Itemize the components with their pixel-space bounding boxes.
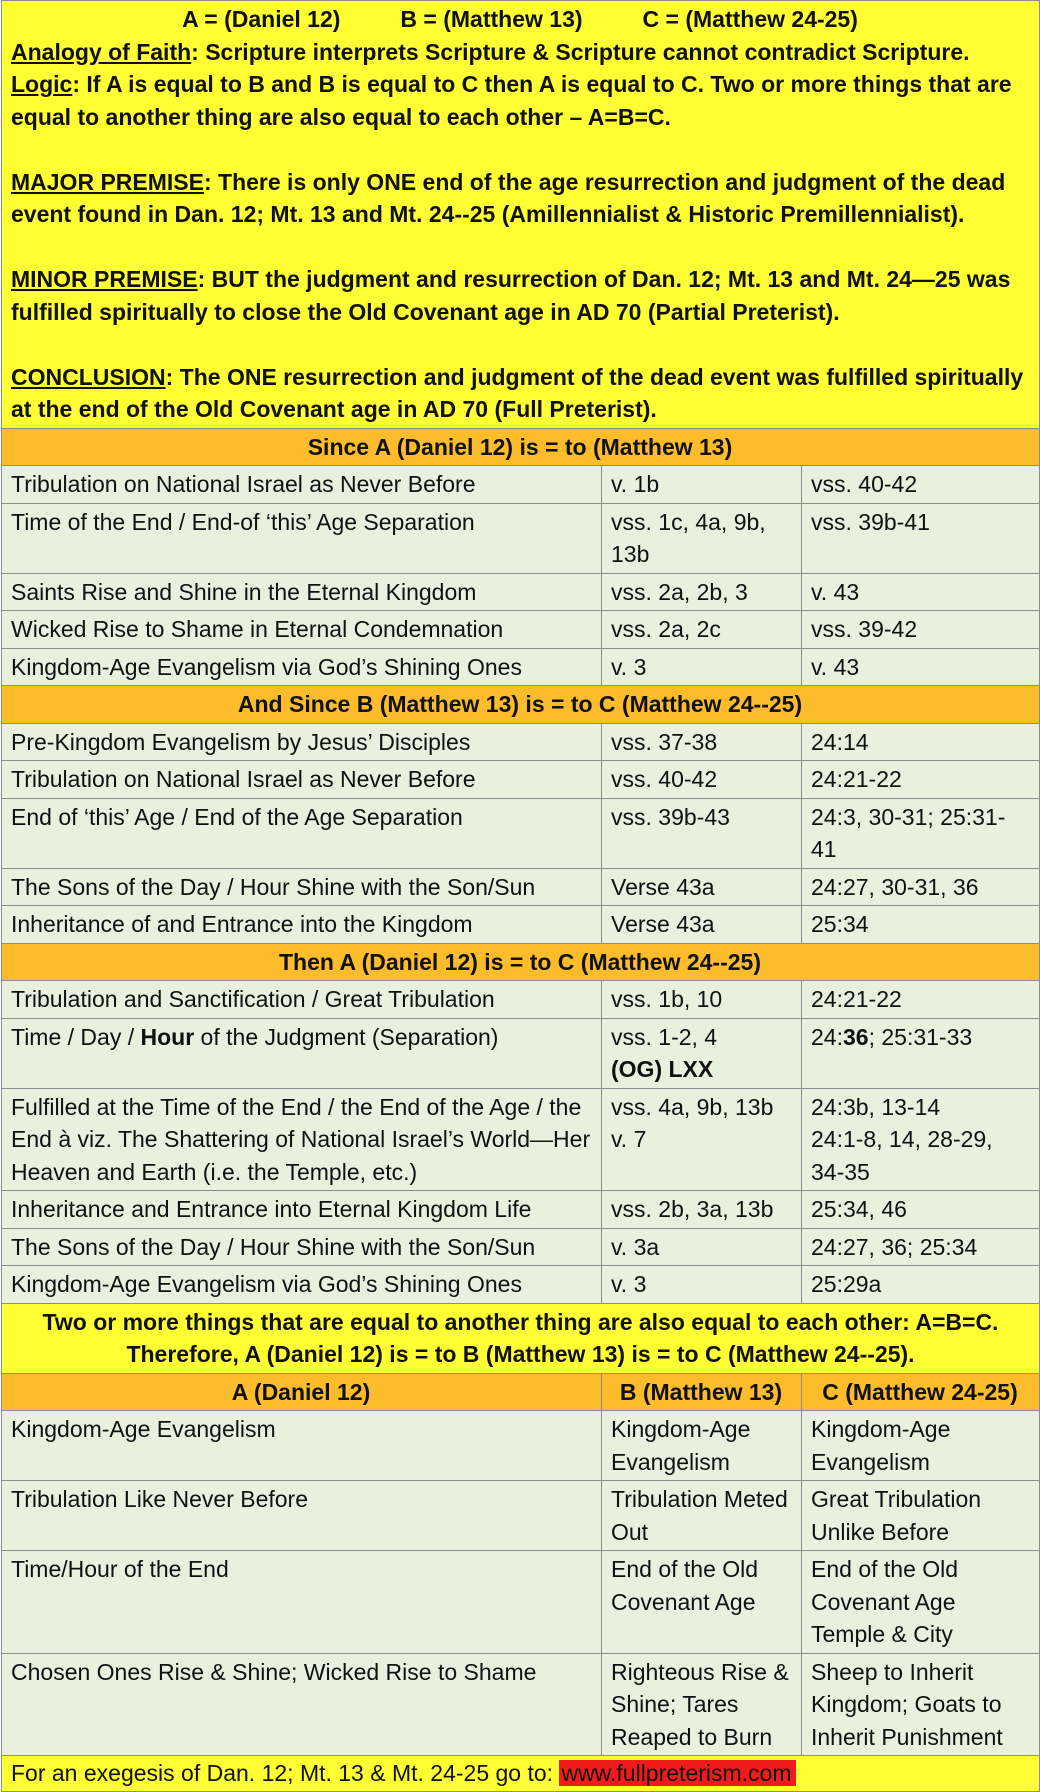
table-row <box>2 1266 1040 1304</box>
topic-post: of the Judgment (Separation) <box>194 1023 499 1050</box>
topic-cell: Tribulation and Sanctification / Great Tribulation <box>2 981 602 1019</box>
ref-b-cell: vss. 39b-43 <box>602 798 802 868</box>
ref-b-line1: vss. 1-2, 4 <box>611 1023 718 1050</box>
summary-row <box>2 1411 1040 1481</box>
conclusion-text: : The ONE resurrection and judgment of the dead event was fulfilled spiritually at the end of the Old Covenant age in AD 70 (Full Preterist). <box>11 363 1024 422</box>
ref-c-line2: 24:1-8, 14, 28-29, 34-35 <box>811 1126 993 1185</box>
ref-b-cell: Verse 43a <box>602 868 802 906</box>
ref-c-cell: 24:27, 30-31, 36 <box>802 868 1040 906</box>
topic-cell: Inheritance of and Entrance into the Kingdom <box>2 906 602 944</box>
ref-c-cell: vss. 39b-41 <box>802 503 1040 573</box>
table-row <box>2 1088 1040 1191</box>
ref-c-cell: vss. 40-42 <box>802 466 1040 504</box>
table-row <box>2 466 1040 504</box>
table-row <box>2 1018 1040 1088</box>
logic-statement <box>11 68 1029 133</box>
footer-text: For an exegesis of Dan. 12; Mt. 13 & Mt. 24-25 go to: <box>11 1760 560 1786</box>
summary-b-cell: End of the Old Covenant Age <box>602 1551 802 1654</box>
topic-cell: Kingdom-Age Evangelism via God’s Shining Ones <box>2 648 602 686</box>
section2-title: And Since B (Matthew 13) is = to C (Matthew 24--25) <box>2 686 1040 724</box>
table-row <box>2 1191 1040 1229</box>
header-row <box>2 1 1040 429</box>
summary-b-cell: Kingdom-Age Evangelism <box>602 1411 802 1481</box>
ref-b-line1: vss. 4a, 9b, 13b <box>611 1093 774 1120</box>
website-link[interactable]: www.fullpreterism.com <box>559 1760 795 1786</box>
ref-b-cell: vss. 2b, 3a, 13b <box>602 1191 802 1229</box>
ref-b-cell: vss. 1b, 10 <box>602 981 802 1019</box>
ref-c-cell: 25:34 <box>802 906 1040 944</box>
therefore-block <box>2 1303 1040 1373</box>
summary-b-cell: Tribulation Meted Out <box>602 1481 802 1551</box>
topic-cell <box>2 1018 602 1088</box>
topic-cell: Inheritance and Entrance into Eternal Kingdom Life <box>2 1191 602 1229</box>
abc-definitions <box>11 3 1029 36</box>
therefore-row <box>2 1303 1040 1373</box>
topic-cell: Time of the End / End-of ‘this’ Age Separation <box>2 503 602 573</box>
table-row <box>2 906 1040 944</box>
ref-b-cell <box>602 1018 802 1088</box>
ref-b-cell: Verse 43a <box>602 906 802 944</box>
summary-b-cell: Righteous Rise & Shine; Tares Reaped to Burn <box>602 1653 802 1756</box>
ref-b-cell: vss. 40-42 <box>602 761 802 799</box>
ref-b-cell: vss. 2a, 2c <box>602 611 802 649</box>
major-label: MAJOR PREMISE <box>11 168 204 195</box>
ref-c-cell: 24:27, 36; 25:34 <box>802 1228 1040 1266</box>
footer-cell <box>2 1756 1040 1792</box>
therefore-line2: Therefore, A (Daniel 12) is = to B (Matthew 13) is = to C (Matthew 24--25). <box>126 1341 915 1367</box>
summary-row <box>2 1653 1040 1756</box>
minor-text: : BUT the judgment and resurrection of Dan. 12; Mt. 13 and Mt. 24—25 was fulfilled spiritually to close the Old Covenant age in AD 70 (Partial Preterist). <box>11 266 1011 325</box>
ref-c-post: ; 25:31-33 <box>868 1023 973 1050</box>
topic-cell: Tribulation on National Israel as Never Before <box>2 466 602 504</box>
topic-bold: Hour <box>140 1023 195 1050</box>
topic-cell: The Sons of the Day / Hour Shine with the Son/Sun <box>2 868 602 906</box>
def-c: C = (Matthew 24-25) <box>642 6 858 32</box>
ref-b-cell: v. 3 <box>602 1266 802 1304</box>
conclusion-label: CONCLUSION <box>11 363 166 390</box>
def-b: B = (Matthew 13) <box>400 6 583 32</box>
topic-cell: End of ‘this’ Age / End of the Age Separation <box>2 798 602 868</box>
table-row <box>2 648 1040 686</box>
section-header-row <box>2 686 1040 724</box>
summary-a-cell: Kingdom-Age Evangelism <box>2 1411 602 1481</box>
topic-cell: Kingdom-Age Evangelism via God’s Shining Ones <box>2 1266 602 1304</box>
logic-text: : If A is equal to B and B is equal to C then A is equal to C. Two or more things that are equal to another thing are also equal to each other – A=B=C. <box>11 71 1012 130</box>
table-row <box>2 573 1040 611</box>
def-a: A = (Daniel 12) <box>182 6 341 32</box>
header-block <box>2 1 1040 429</box>
logic-label: Logic <box>11 71 73 97</box>
topic-cell: Wicked Rise to Shame in Eternal Condemnation <box>2 611 602 649</box>
topic-cell: Fulfilled at the Time of the End / the End of the Age / the End à viz. The Shattering of National Israel’s World—Her Heaven and Earth (i.e. the Temple, etc.) <box>2 1088 602 1191</box>
topic-pre: Time / Day / <box>11 1023 141 1050</box>
table-row <box>2 723 1040 761</box>
summary-c-cell: Kingdom-Age Evangelism <box>802 1411 1040 1481</box>
table-row <box>2 761 1040 799</box>
analogy-of-faith <box>11 36 1029 69</box>
conclusion <box>11 361 1029 426</box>
ref-b-cell: vss. 2a, 2b, 3 <box>602 573 802 611</box>
topic-cell: Tribulation on National Israel as Never Before <box>2 761 602 799</box>
summary-row <box>2 1481 1040 1551</box>
section3-title: Then A (Daniel 12) is = to C (Matthew 24--25) <box>2 943 1040 981</box>
table-row <box>2 981 1040 1019</box>
ref-b-line2: (OG) LXX <box>611 1056 714 1082</box>
column-header-row <box>2 1373 1040 1411</box>
table-row <box>2 1228 1040 1266</box>
ref-c-cell <box>802 1088 1040 1191</box>
summary-c-cell: Great Tribulation Unlike Before <box>802 1481 1040 1551</box>
table-row <box>2 868 1040 906</box>
column-header-b: B (Matthew 13) <box>602 1373 802 1411</box>
section1-title: Since A (Daniel 12) is = to (Matthew 13) <box>2 428 1040 466</box>
ref-b-line2: v. 7 <box>611 1126 647 1152</box>
footer-row <box>2 1756 1040 1792</box>
column-header-a: A (Daniel 12) <box>2 1373 602 1411</box>
ref-c-cell: v. 43 <box>802 648 1040 686</box>
topic-cell: Pre-Kingdom Evangelism by Jesus’ Disciples <box>2 723 602 761</box>
summary-row <box>2 1551 1040 1654</box>
ref-c-cell: vss. 39-42 <box>802 611 1040 649</box>
ref-c-cell: 24:14 <box>802 723 1040 761</box>
section-header-row <box>2 428 1040 466</box>
summary-c-cell: End of the Old Covenant Age Temple & City <box>802 1551 1040 1654</box>
topic-cell: The Sons of the Day / Hour Shine with the Son/Sun <box>2 1228 602 1266</box>
comparison-table <box>1 0 1040 1792</box>
ref-c-pre: 24: <box>811 1023 843 1050</box>
ref-c-cell: 25:34, 46 <box>802 1191 1040 1229</box>
minor-label: MINOR PREMISE <box>11 266 198 292</box>
topic-cell: Saints Rise and Shine in the Eternal Kingdom <box>2 573 602 611</box>
analogy-label: Analogy of Faith <box>11 38 192 65</box>
therefore-line1: Two or more things that are equal to another thing are also equal to each other: A=B=C. <box>42 1308 999 1335</box>
ref-c-cell <box>802 1018 1040 1088</box>
ref-b-cell: v. 3a <box>602 1228 802 1266</box>
summary-a-cell: Time/Hour of the End <box>2 1551 602 1654</box>
ref-b-cell: vss. 37-38 <box>602 723 802 761</box>
table-row <box>2 798 1040 868</box>
ref-c-cell: 24:3, 30-31; 25:31-41 <box>802 798 1040 868</box>
ref-c-bold: 36 <box>842 1023 869 1050</box>
section-header-row <box>2 943 1040 981</box>
ref-c-cell: 24:21-22 <box>802 761 1040 799</box>
ref-b-cell: vss. 1c, 4a, 9b, 13b <box>602 503 802 573</box>
summary-c-cell: Sheep to Inherit Kingdom; Goats to Inherit Punishment <box>802 1653 1040 1756</box>
ref-c-line1: 24:3b, 13-14 <box>811 1093 941 1120</box>
ref-b-cell <box>602 1088 802 1191</box>
minor-premise <box>11 263 1029 328</box>
ref-c-cell: v. 43 <box>802 573 1040 611</box>
table-row <box>2 611 1040 649</box>
analogy-text: : Scripture interprets Scripture & Scripture cannot contradict Scripture. <box>191 38 970 65</box>
ref-c-cell: 25:29a <box>802 1266 1040 1304</box>
summary-a-cell: Tribulation Like Never Before <box>2 1481 602 1551</box>
major-premise <box>11 166 1029 231</box>
column-header-c: C (Matthew 24-25) <box>802 1373 1040 1411</box>
summary-a-cell: Chosen Ones Rise & Shine; Wicked Rise to Shame <box>2 1653 602 1756</box>
ref-c-cell: 24:21-22 <box>802 981 1040 1019</box>
ref-b-cell: v. 1b <box>602 466 802 504</box>
major-text: : There is only ONE end of the age resurrection and judgment of the dead event found in Dan. 12; Mt. 13 and Mt. 24--25 (Amillennialist & Historic Premillennialist). <box>11 168 1006 227</box>
table-row <box>2 503 1040 573</box>
ref-b-cell: v. 3 <box>602 648 802 686</box>
